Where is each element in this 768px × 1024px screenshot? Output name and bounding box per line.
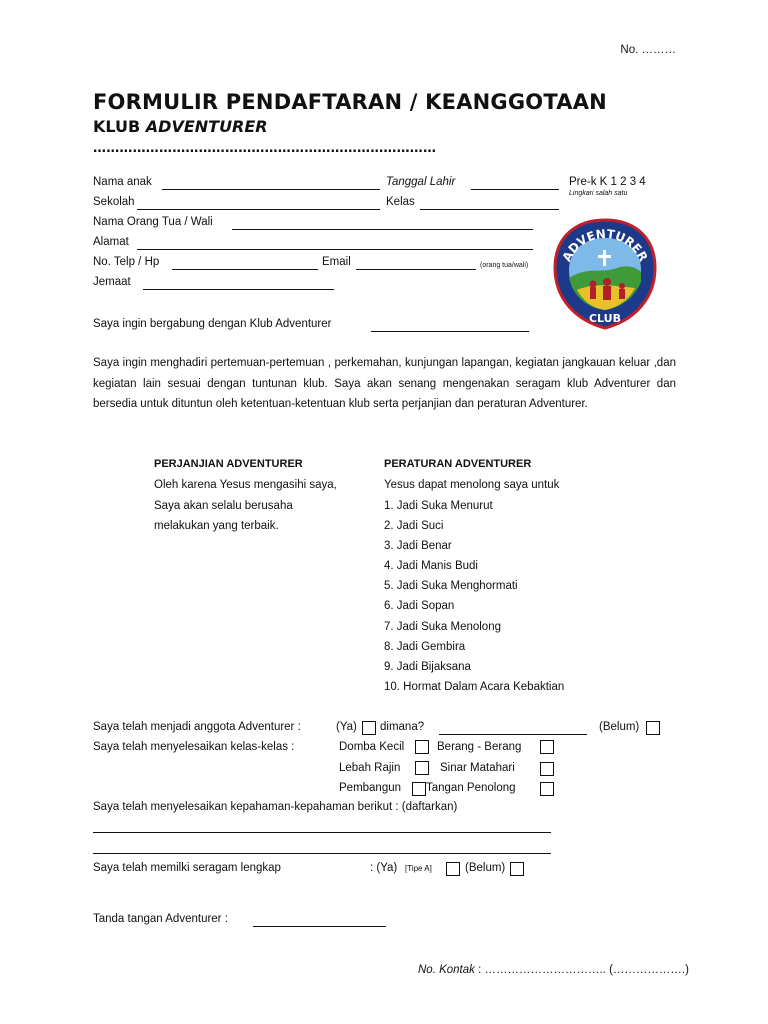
member-question: Saya telah menjadi anggota Adventurer : — [93, 721, 301, 733]
form-title — [93, 90, 607, 114]
tanggal-lahir-field[interactable] — [471, 189, 559, 190]
person-icon — [603, 278, 611, 286]
grade-note: Lingkari salah satu — [569, 190, 628, 197]
email-label: Email — [322, 256, 351, 268]
jemaat-label: Jemaat — [93, 276, 131, 288]
jemaat-field[interactable] — [143, 289, 334, 290]
law-item: 9. Jadi Bijaksana — [384, 661, 471, 673]
law-item: 5. Jadi Suka Menghormati — [384, 580, 518, 592]
dotted-separator: …………………………………………………………………… — [93, 141, 437, 156]
sekolah-label: Sekolah — [93, 196, 135, 208]
dimana-field[interactable] — [439, 734, 587, 735]
logo-bottom-text: CLUB — [588, 312, 622, 325]
form-subtitle — [93, 117, 268, 136]
class-label: Domba Kecil — [339, 741, 405, 753]
kelas-field[interactable] — [420, 209, 559, 210]
class-label: Berang - Berang — [437, 741, 522, 753]
person-icon — [590, 281, 597, 288]
logo-top-text: ADVENTURER — [559, 226, 651, 264]
signature-field[interactable] — [253, 926, 386, 927]
class-checkbox[interactable] — [540, 762, 554, 776]
form-title-text: FORMULIR PENDAFTARAN / KEANGGOTAAN — [93, 90, 607, 114]
class-checkbox[interactable] — [540, 782, 554, 796]
nama-anak-field[interactable] — [162, 189, 380, 190]
class-label: Pembangun — [339, 782, 402, 794]
law-item: 8. Jadi Gembira — [384, 641, 466, 653]
subtitle-plain: KLUB — [93, 117, 146, 136]
subtitle-italic: ADVENTURER — [145, 117, 268, 136]
member-ya-label: (Ya) — [336, 721, 357, 733]
class-checkbox[interactable] — [415, 761, 429, 775]
member-belum-label: (Belum) — [599, 721, 640, 733]
tanggal-lahir-label: Tanggal Lahir — [386, 176, 456, 188]
contact-label: No. Kontak — [418, 964, 475, 976]
class-label: Sinar Matahari — [440, 762, 515, 774]
alamat-field[interactable] — [137, 249, 533, 250]
law-item: 4. Jadi Manis Budi — [384, 560, 478, 572]
class-label: Tangan Penolong — [426, 782, 516, 794]
class-checkbox[interactable] — [540, 740, 554, 754]
uniform-belum-label: (Belum) — [465, 862, 506, 874]
join-statement: Saya ingin bergabung dengan Klub Adventurer — [93, 318, 332, 330]
telp-label: No. Telp / Hp — [93, 256, 160, 268]
uniform-ya-label: : (Ya) — [370, 862, 398, 874]
join-field[interactable] — [371, 331, 529, 332]
law-heading: PERATURAN ADVENTURER — [384, 458, 532, 470]
pledge-line: melakukan yang terbaik. — [154, 520, 279, 532]
pledge-heading: PERJANJIAN ADVENTURER — [154, 458, 303, 470]
uniform-belum-checkbox[interactable] — [510, 862, 524, 876]
law-item: 10. Hormat Dalam Acara Kebaktian — [384, 681, 565, 693]
orang-tua-label: Nama Orang Tua / Wali — [93, 216, 213, 228]
class-checkbox[interactable] — [415, 740, 429, 754]
grade-options[interactable]: Pre-k K 1 2 3 4 — [569, 176, 646, 188]
law-item: 2. Jadi Suci — [384, 520, 444, 532]
adventurer-club-logo — [547, 216, 663, 332]
understanding-line-1[interactable] — [93, 832, 551, 833]
person-icon — [619, 283, 625, 289]
email-field[interactable] — [356, 269, 476, 270]
pledge-line: Saya akan selalu berusaha — [154, 500, 293, 512]
email-note: (orang tua/wali) — [480, 262, 529, 269]
class-checkbox[interactable] — [412, 782, 426, 796]
nama-anak-label: Nama anak — [93, 176, 152, 188]
contact-line — [418, 964, 689, 976]
dimana-label: dimana? — [380, 721, 425, 733]
law-item: 1. Jadi Suka Menurut — [384, 500, 493, 512]
classes-question: Saya telah menyelesaikan kelas-kelas : — [93, 741, 295, 753]
understanding-question: Saya telah menyelesaikan kepahaman-kepahaman berikut : (daftarkan) — [93, 801, 458, 813]
law-item: 3. Jadi Benar — [384, 540, 452, 552]
uniform-ya-checkbox[interactable] — [446, 862, 460, 876]
law-item: 6. Jadi Sopan — [384, 600, 455, 612]
orang-tua-field[interactable] — [232, 229, 533, 230]
pledge-line: Oleh karena Yesus mengasihi saya, — [154, 479, 337, 491]
law-intro: Yesus dapat menolong saya untuk — [384, 479, 560, 491]
tipe-label: [Tipe A] — [405, 864, 432, 873]
understanding-line-2[interactable] — [93, 853, 551, 854]
commitment-paragraph: Saya ingin menghadiri pertemuan-pertemuan , perkemahan, kunjungan lapangan, kegiatan jangkauan keluar ,dan kegiatan lain sesuai dengan tuntunan klub. Saya akan senang mengenakan seragam klub Adventurer dan bersedia untuk dituntun oleh ketentuan-ketentuan klub serta perjanjian dan peraturan Adventurer. — [93, 357, 676, 410]
signature-label: Tanda tangan Adventurer : — [93, 913, 228, 925]
member-belum-checkbox[interactable] — [646, 721, 660, 735]
kelas-label: Kelas — [386, 196, 415, 208]
telp-field[interactable] — [172, 269, 318, 270]
form-number: No. ……… — [620, 44, 676, 56]
contact-value: : ………………………….. (……………….) — [474, 964, 689, 976]
law-item: 7. Jadi Suka Menolong — [384, 621, 501, 633]
member-ya-checkbox[interactable] — [362, 721, 376, 735]
uniform-question: Saya telah memilki seragam lengkap — [93, 862, 281, 874]
class-label: Lebah Rajin — [339, 762, 401, 774]
sekolah-field[interactable] — [137, 209, 380, 210]
alamat-label: Alamat — [93, 236, 129, 248]
